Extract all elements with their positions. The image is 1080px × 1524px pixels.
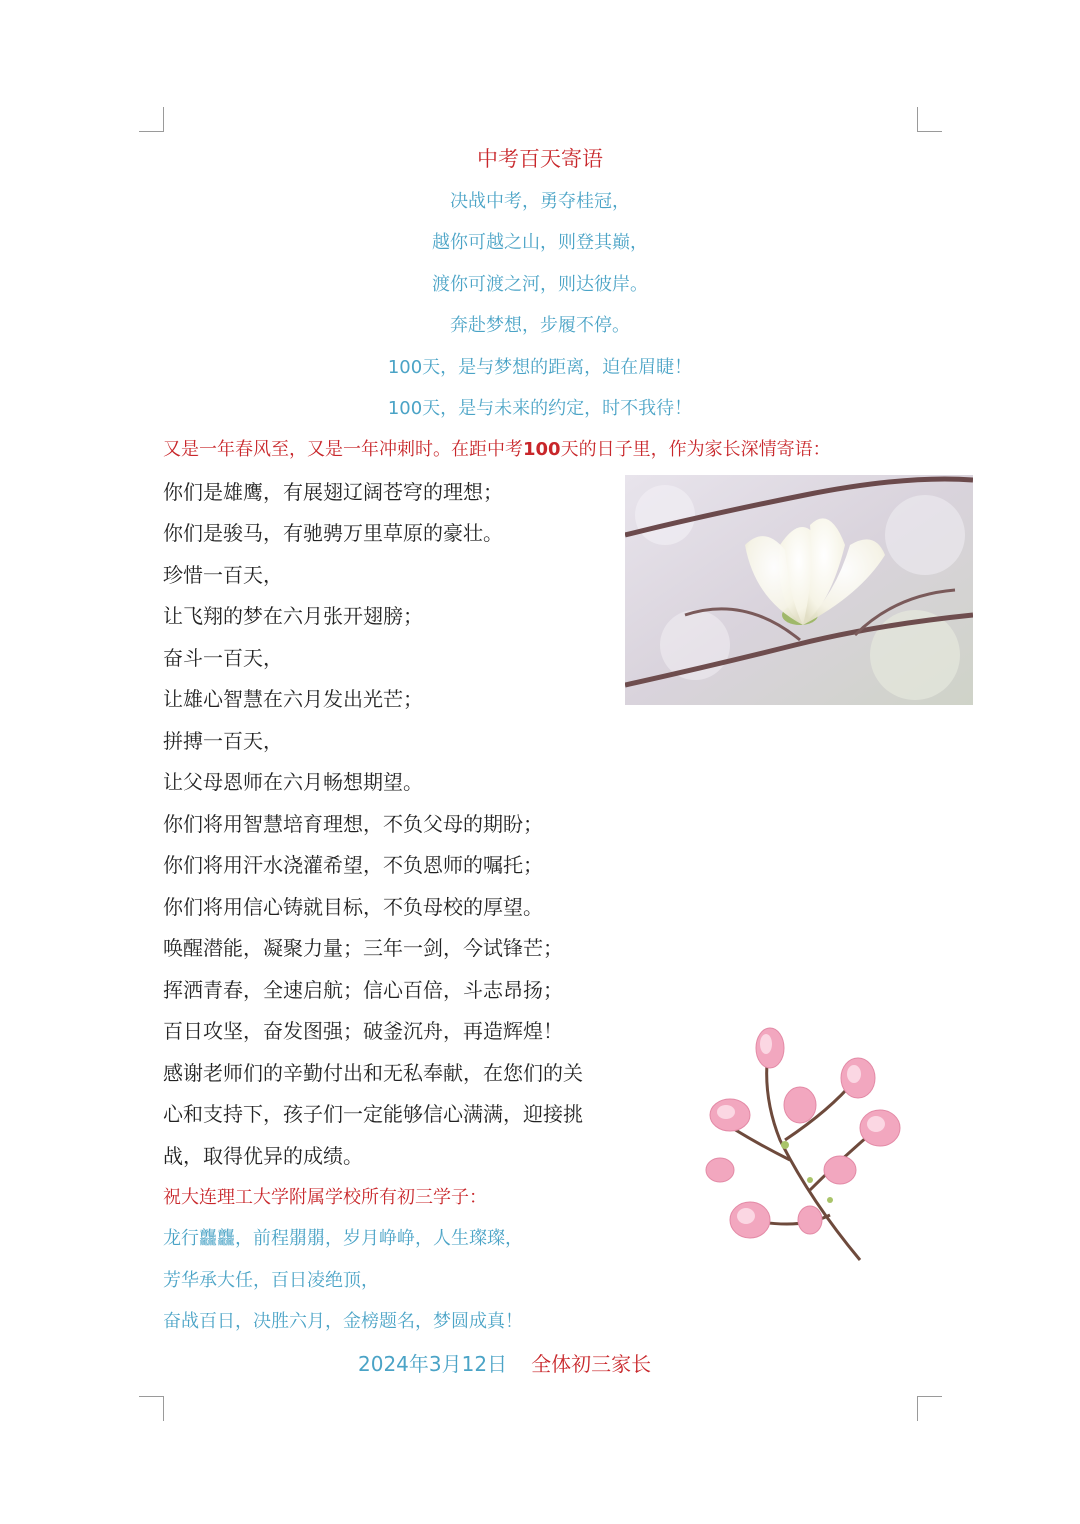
verse-line: 决战中考，勇夺桂冠， <box>450 191 630 212</box>
body-line: 百日攻坚，奋发图强；破釜沉舟，再造辉煌！ <box>163 1019 563 1043</box>
white-magnolia-image <box>625 475 973 705</box>
intro-number: 100 <box>523 439 561 460</box>
body-line: 战，取得优异的成绩。 <box>163 1144 363 1168</box>
wish-line: 芳华承大任，百日凌绝顶， <box>163 1270 379 1291</box>
body-line: 让父母恩师在六月畅想期望。 <box>163 770 423 794</box>
signature-date: 2024年3月12日 <box>358 1352 508 1376</box>
wish-heading: 祝大连理工大学附属学校所有初三学子： <box>163 1187 487 1208</box>
body-line: 拼搏一百天， <box>163 729 283 753</box>
signature-author: 全体初三家长 <box>531 1352 652 1376</box>
signature <box>358 1348 651 1380</box>
crop-mark-top-right <box>917 107 942 132</box>
body-line: 你们是骏马，有驰骋万里草原的豪壮。 <box>163 521 503 545</box>
intro-text: 又是一年春风至，又是一年冲刺时。在距中考 <box>163 439 523 460</box>
crop-mark-bottom-right <box>917 1396 942 1421</box>
body-line: 你们是雄鹰，有展翅辽阔苍穹的理想； <box>163 480 503 504</box>
body-line: 感谢老师们的辛勤付出和无私奉献，在您们的关 <box>163 1061 583 1085</box>
body-line: 你们将用信心铸就目标，不负母校的厚望。 <box>163 895 543 919</box>
verse-line: 100天，是与未来的约定，时不我待！ <box>387 398 693 419</box>
body-line: 你们将用汗水浇灌希望，不负恩师的嘱托； <box>163 853 543 877</box>
wish-line: 奋战百日，决胜六月，金榜题名，梦圆成真！ <box>163 1311 523 1332</box>
wish-line: 龙行龘龘，前程朤朤，岁月峥峥，人生璨璨， <box>163 1228 523 1249</box>
crop-mark-top-left <box>139 107 164 132</box>
body-line: 挥洒青春，全速启航；信心百倍，斗志昂扬； <box>163 978 563 1002</box>
body-line: 奋斗一百天， <box>163 646 283 670</box>
body-line: 唤醒潜能，凝聚力量；三年一剑，今试锋芒； <box>163 936 563 960</box>
verse-line: 奔赴梦想，步履不停。 <box>450 315 630 336</box>
verse-line: 100天，是与梦想的距离，迫在眉睫！ <box>387 357 693 378</box>
body-line: 让飞翔的梦在六月张开翅膀； <box>163 604 423 628</box>
body-line: 你们将用智慧培育理想，不负父母的期盼； <box>163 812 543 836</box>
body-line: 心和支持下，孩子们一定能够信心满满，迎接挑 <box>163 1102 583 1126</box>
body-line: 让雄心智慧在六月发出光芒； <box>163 687 423 711</box>
intro-text: 天的日子里，作为家长深情寄语： <box>560 439 831 460</box>
verse-line: 渡你可渡之河，则达彼岸。 <box>432 274 648 295</box>
crop-mark-bottom-left <box>139 1396 164 1421</box>
page-title: 中考百天寄语 <box>477 147 603 171</box>
intro-paragraph <box>163 436 831 464</box>
body-line: 珍惜一百天， <box>163 563 283 587</box>
pink-magnolia-image <box>690 1020 920 1270</box>
verse-line: 越你可越之山，则登其巅， <box>432 232 648 253</box>
